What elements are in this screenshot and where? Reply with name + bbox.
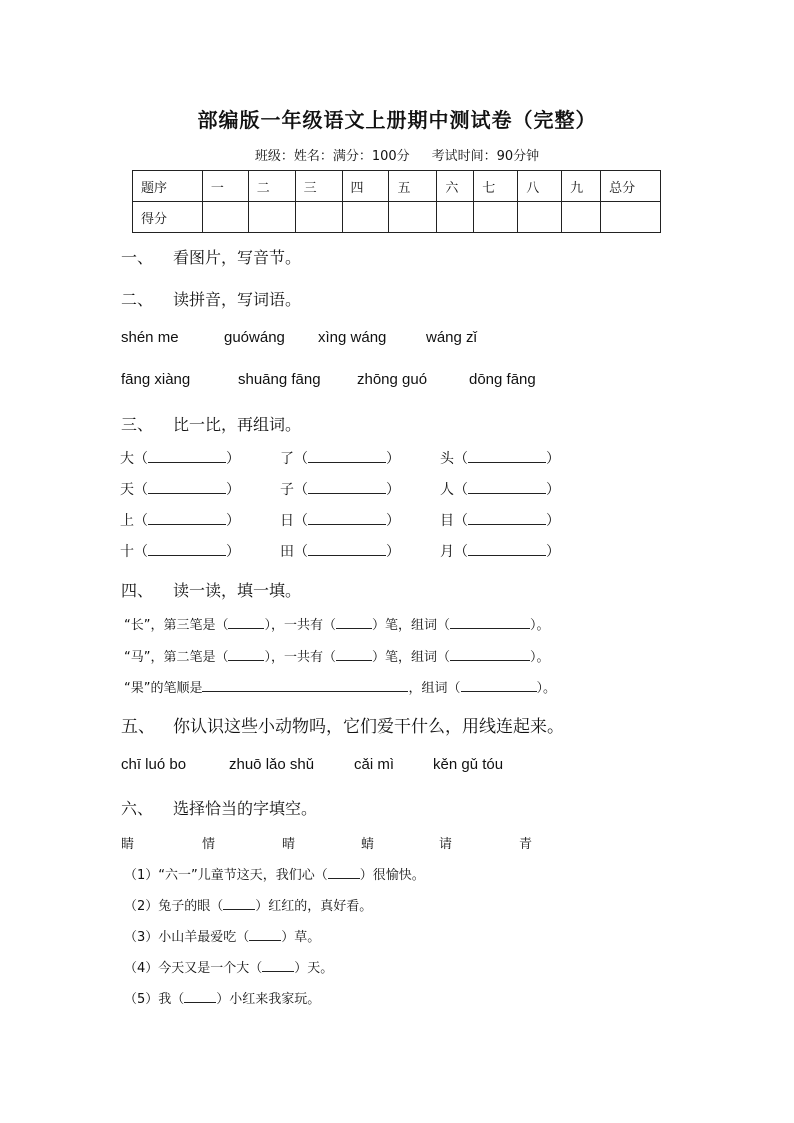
section-text: 看图片，写音节。 bbox=[173, 248, 302, 267]
fill-text: ）笔，组词（ bbox=[372, 650, 451, 665]
compare-cell bbox=[280, 479, 400, 499]
question-text: （5）我（ bbox=[124, 992, 185, 1007]
compare-char: 目 bbox=[440, 513, 454, 529]
compare-row bbox=[120, 510, 580, 530]
section-text: 比一比，再组词。 bbox=[173, 415, 302, 434]
question-text: ）小红来我家玩。 bbox=[216, 992, 321, 1007]
paren-close: ） bbox=[386, 451, 400, 467]
score-cell[interactable] bbox=[437, 202, 474, 233]
pinyin-word: shuāng fāng bbox=[238, 371, 321, 388]
section-3-heading bbox=[121, 412, 301, 435]
answer-blank[interactable] bbox=[148, 448, 226, 463]
paren-close: ） bbox=[546, 482, 560, 498]
score-cell[interactable] bbox=[389, 202, 437, 233]
score-cell[interactable] bbox=[601, 202, 661, 233]
fill-line-3 bbox=[124, 677, 556, 696]
section-1-heading bbox=[121, 245, 301, 268]
choice-char: 青 bbox=[519, 837, 533, 852]
fill-text: “马”，第二笔是（ bbox=[124, 650, 229, 665]
paren-open: （ bbox=[294, 482, 308, 498]
compare-row bbox=[120, 479, 580, 499]
compare-char: 子 bbox=[280, 482, 294, 498]
table-header-cell: 题序 bbox=[133, 171, 203, 202]
compare-cell bbox=[120, 510, 240, 530]
paren-close: ） bbox=[386, 482, 400, 498]
paren-open: （ bbox=[134, 451, 148, 467]
answer-blank[interactable] bbox=[308, 479, 386, 494]
paren-close: ） bbox=[546, 451, 560, 467]
section-number: 五、 bbox=[121, 717, 155, 737]
paren-open: （ bbox=[454, 482, 468, 498]
compare-cell bbox=[280, 448, 400, 468]
pinyin-word: dōng fāng bbox=[469, 371, 536, 388]
compare-char: 人 bbox=[440, 482, 454, 498]
question-1 bbox=[124, 864, 425, 883]
score-cell[interactable] bbox=[342, 202, 389, 233]
paren-open: （ bbox=[454, 451, 468, 467]
question-3 bbox=[124, 926, 320, 945]
question-text: （4）今天又是一个大（ bbox=[124, 961, 263, 976]
section-2-heading bbox=[121, 287, 301, 310]
paren-close: ） bbox=[546, 513, 560, 529]
pinyin-word: guówáng bbox=[224, 329, 285, 346]
compare-cell bbox=[440, 541, 560, 561]
table-header-cell: 四 bbox=[342, 171, 389, 202]
choice-chars-row bbox=[121, 833, 561, 851]
table-score-row bbox=[133, 202, 661, 233]
paren-open: （ bbox=[134, 513, 148, 529]
score-table bbox=[132, 170, 661, 233]
section-number: 六、 bbox=[121, 799, 154, 818]
pinyin-word: chī luó bo bbox=[121, 756, 187, 773]
paren-open: （ bbox=[134, 544, 148, 560]
table-header-cell: 九 bbox=[562, 171, 601, 202]
answer-blank[interactable] bbox=[148, 510, 226, 525]
answer-blank[interactable] bbox=[308, 510, 386, 525]
paren-open: （ bbox=[294, 451, 308, 467]
fill-text: ）。 bbox=[530, 618, 550, 633]
answer-blank[interactable] bbox=[461, 677, 537, 692]
paren-open: （ bbox=[294, 513, 308, 529]
compare-cell bbox=[120, 448, 240, 468]
answer-blank[interactable] bbox=[228, 614, 264, 629]
answer-blank[interactable] bbox=[468, 541, 546, 556]
section-text: 读拼音，写词语。 bbox=[173, 290, 302, 309]
table-header-cell: 一 bbox=[202, 171, 248, 202]
paren-close: ） bbox=[226, 451, 240, 467]
question-text: ）红红的，真好看。 bbox=[255, 899, 373, 914]
pinyin-word: zhōng guó bbox=[357, 371, 428, 388]
compare-char: 十 bbox=[120, 544, 134, 560]
paren-open: （ bbox=[454, 513, 468, 529]
compare-char: 日 bbox=[280, 513, 294, 529]
fill-line-2 bbox=[124, 646, 550, 665]
compare-char: 上 bbox=[120, 513, 134, 529]
question-4 bbox=[124, 957, 333, 976]
answer-blank[interactable] bbox=[336, 614, 372, 629]
animal-pinyin-row bbox=[121, 756, 541, 776]
score-cell[interactable] bbox=[474, 202, 518, 233]
score-cell[interactable] bbox=[202, 202, 248, 233]
paren-close: ） bbox=[386, 544, 400, 560]
compare-row bbox=[120, 448, 580, 468]
compare-char: 天 bbox=[120, 482, 134, 498]
answer-blank[interactable] bbox=[308, 448, 386, 463]
section-4-heading bbox=[121, 578, 301, 601]
choice-char: 晴 bbox=[282, 837, 296, 852]
answer-blank[interactable] bbox=[468, 510, 546, 525]
pinyin-word: kěn gǔ tóu bbox=[433, 756, 504, 773]
fill-text: “长”，第三笔是（ bbox=[124, 618, 229, 633]
compare-char: 大 bbox=[120, 451, 134, 467]
question-text: ）天。 bbox=[294, 961, 334, 976]
compare-cell bbox=[440, 448, 560, 468]
compare-cell bbox=[440, 510, 560, 530]
score-cell[interactable] bbox=[562, 202, 601, 233]
fill-text: ，组词（ bbox=[408, 681, 461, 696]
table-header-cell: 五 bbox=[389, 171, 437, 202]
paren-close: ） bbox=[546, 544, 560, 560]
fill-text: ），一共有（ bbox=[264, 650, 336, 665]
pinyin-word: zhuō lǎo shǔ bbox=[229, 756, 315, 773]
table-header-cell: 六 bbox=[437, 171, 474, 202]
question-text: ）很愉快。 bbox=[359, 868, 425, 883]
paren-close: ） bbox=[226, 482, 240, 498]
answer-blank[interactable] bbox=[308, 541, 386, 556]
compare-char: 月 bbox=[440, 544, 454, 560]
table-header-cell: 总分 bbox=[601, 171, 661, 202]
section-text: 读一读，填一填。 bbox=[173, 581, 302, 600]
paren-open: （ bbox=[134, 482, 148, 498]
pinyin-word: xìng wáng bbox=[318, 329, 387, 346]
compare-cell bbox=[120, 479, 240, 499]
answer-blank[interactable] bbox=[249, 926, 281, 941]
paren-open: （ bbox=[294, 544, 308, 560]
answer-blank[interactable] bbox=[328, 864, 360, 879]
score-cell[interactable] bbox=[248, 202, 295, 233]
answer-blank[interactable] bbox=[202, 677, 408, 692]
pinyin-row-2 bbox=[121, 371, 571, 391]
exam-info bbox=[0, 145, 794, 164]
section-text: 你认识这些小动物吗，它们爱干什么，用线连起来。 bbox=[173, 717, 564, 737]
compare-cell bbox=[280, 510, 400, 530]
pinyin-word: fāng xiàng bbox=[121, 371, 191, 388]
question-text: （1）“六一”儿童节这天，我们心（ bbox=[124, 868, 328, 883]
fill-text: “果”的笔顺是 bbox=[124, 681, 203, 696]
section-text: 选择恰当的字填空。 bbox=[173, 799, 318, 818]
answer-blank[interactable] bbox=[262, 957, 294, 972]
pinyin-word: wáng zǐ bbox=[426, 329, 477, 346]
choice-char: 蜻 bbox=[361, 837, 375, 852]
section-number: 一、 bbox=[121, 248, 154, 267]
compare-char: 头 bbox=[440, 451, 454, 467]
answer-blank[interactable] bbox=[450, 646, 530, 661]
pinyin-word: cǎi mì bbox=[354, 756, 395, 773]
score-cell[interactable] bbox=[295, 202, 342, 233]
table-header-cell: 三 bbox=[295, 171, 342, 202]
question-text: ）草。 bbox=[281, 930, 321, 945]
page-title: 部编版一年级语文上册期中测试卷（完整） bbox=[197, 108, 597, 132]
compare-cell bbox=[120, 541, 240, 561]
section-number: 四、 bbox=[121, 581, 154, 600]
answer-blank[interactable] bbox=[336, 646, 372, 661]
score-cell[interactable] bbox=[518, 202, 562, 233]
answer-blank[interactable] bbox=[148, 479, 226, 494]
section-6-heading bbox=[121, 796, 317, 819]
answer-blank[interactable] bbox=[450, 614, 530, 629]
table-header-cell: 八 bbox=[518, 171, 562, 202]
answer-blank[interactable] bbox=[148, 541, 226, 556]
choice-char: 请 bbox=[439, 837, 453, 852]
answer-blank[interactable] bbox=[468, 479, 546, 494]
question-2 bbox=[124, 895, 372, 914]
answer-blank[interactable] bbox=[228, 646, 264, 661]
choice-char: 情 bbox=[202, 837, 216, 852]
pinyin-row-1 bbox=[121, 329, 571, 349]
compare-char: 了 bbox=[280, 451, 294, 467]
compare-char: 田 bbox=[280, 544, 294, 560]
table-header-cell: 七 bbox=[474, 171, 518, 202]
answer-blank[interactable] bbox=[468, 448, 546, 463]
compare-cell bbox=[440, 479, 560, 499]
paren-close: ） bbox=[226, 544, 240, 560]
answer-blank[interactable] bbox=[184, 988, 216, 1003]
paren-open: （ bbox=[454, 544, 468, 560]
table-header-row bbox=[133, 171, 661, 202]
fill-text: ）。 bbox=[536, 681, 557, 696]
compare-row bbox=[120, 541, 580, 561]
fill-line-1 bbox=[124, 614, 550, 633]
section-5-heading bbox=[121, 712, 564, 737]
question-5 bbox=[124, 988, 320, 1007]
question-text: （3）小山羊最爱吃（ bbox=[124, 930, 250, 945]
fill-text: ）笔，组词（ bbox=[372, 618, 451, 633]
question-text: （2）兔子的眼（ bbox=[124, 899, 224, 914]
score-row-label: 得分 bbox=[133, 202, 203, 233]
answer-blank[interactable] bbox=[223, 895, 255, 910]
paren-close: ） bbox=[386, 513, 400, 529]
section-number: 二、 bbox=[121, 290, 154, 309]
table-header-cell: 二 bbox=[248, 171, 295, 202]
fill-text: ）。 bbox=[530, 650, 550, 665]
choice-char: 睛 bbox=[121, 837, 135, 852]
exam-time-label: 考试时间：90分钟 bbox=[431, 149, 540, 164]
pinyin-word: shén me bbox=[121, 329, 179, 346]
paren-close: ） bbox=[226, 513, 240, 529]
compare-cell bbox=[280, 541, 400, 561]
section-number: 三、 bbox=[121, 415, 154, 434]
class-name-score-label: 班级：姓名：满分：100分 bbox=[254, 149, 410, 164]
fill-text: ），一共有（ bbox=[264, 618, 336, 633]
